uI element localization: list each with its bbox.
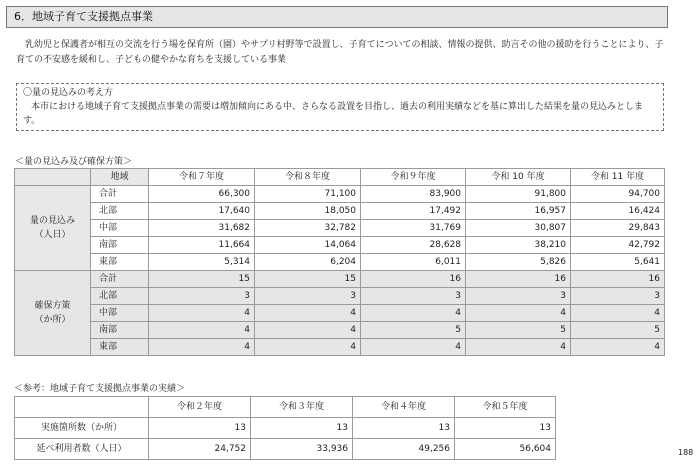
year-header: 令和７年度 [149,169,255,186]
value-cell: 5 [466,322,571,339]
value-cell: 5 [571,322,665,339]
corner-cell [15,169,91,186]
area-cell: 中部 [91,305,149,322]
value-cell: 33,936 [251,439,353,460]
value-cell: 14,064 [255,237,361,254]
table-row [15,322,665,339]
value-cell: 4 [149,322,255,339]
value-cell: 4 [571,305,665,322]
group-label-unit: （か所） [34,315,71,325]
value-cell: 83,900 [361,186,466,203]
value-cell: 4 [255,305,361,322]
year-header: 令和４年度 [353,397,455,418]
group-label-line: 量の見込み [29,216,75,226]
row-label: 実施箇所数（か所） [15,418,149,439]
value-cell: 6,204 [255,254,361,271]
value-cell: 5 [361,322,466,339]
value-cell: 31,682 [149,220,255,237]
area-cell: 東部 [91,254,149,271]
demand-supply-table [14,168,665,356]
area-cell: 南部 [91,322,149,339]
value-cell: 13 [455,418,556,439]
value-cell: 16,424 [571,203,665,220]
table1-caption: ＜量の見込み及び確保方策＞ [15,157,133,167]
section-heading: 6．地域子育て支援拠点事業 [6,6,668,28]
value-cell: 49,256 [353,439,455,460]
table2-caption: ＜参考：地域子育て支援拠点事業の実績＞ [14,384,186,394]
value-cell: 3 [466,288,571,305]
year-header: 令和３年度 [251,397,353,418]
value-cell: 5,826 [466,254,571,271]
value-cell: 4 [255,339,361,356]
table-row [15,305,665,322]
value-cell: 13 [149,418,251,439]
value-cell: 71,100 [255,186,361,203]
region-header: 地域 [91,169,149,186]
value-cell: 16 [571,271,665,288]
value-cell: 13 [353,418,455,439]
table-header-row [15,169,665,186]
value-cell: 56,604 [455,439,556,460]
value-cell: 4 [255,322,361,339]
table-row [15,254,665,271]
value-cell: 31,769 [361,220,466,237]
table-row [15,203,665,220]
value-cell: 28,628 [361,237,466,254]
value-cell: 17,640 [149,203,255,220]
note-title: 〇量の見込みの考え方 [23,88,114,98]
value-cell: 30,807 [466,220,571,237]
value-cell: 4 [149,339,255,356]
group-label-supply [15,271,91,356]
group-label-unit: （人日） [34,230,71,240]
value-cell: 4 [466,339,571,356]
table-row [15,418,556,439]
value-cell: 5,641 [571,254,665,271]
value-cell: 24,752 [149,439,251,460]
value-cell: 4 [361,339,466,356]
group-label-line: 確保方策 [34,301,71,311]
value-cell: 11,664 [149,237,255,254]
value-cell: 16 [361,271,466,288]
value-cell: 29,843 [571,220,665,237]
value-cell: 4 [466,305,571,322]
value-cell: 15 [255,271,361,288]
year-header: 令和８年度 [255,169,361,186]
value-cell: 5,314 [149,254,255,271]
corner-cell [15,397,149,418]
value-cell: 16 [466,271,571,288]
value-cell: 18,050 [255,203,361,220]
table-row [15,339,665,356]
value-cell: 4 [361,305,466,322]
value-cell: 32,782 [255,220,361,237]
year-header: 令和 11 年度 [571,169,665,186]
area-cell: 南部 [91,237,149,254]
value-cell: 3 [361,288,466,305]
value-cell: 16,957 [466,203,571,220]
value-cell: 94,700 [571,186,665,203]
value-cell: 13 [251,418,353,439]
value-cell: 42,792 [571,237,665,254]
intro-paragraph: 乳幼児と保護者が相互の交流を行う場を保育所（園）やサプリ村野等で設置し、子育てについての相談、情報の提供、助言その他の援助を行うことにより、子育ての不安感を緩和し、子どもの健やかな育ちを支援している事業 [16,40,664,65]
results-table [14,396,556,460]
year-header: 令和９年度 [361,169,466,186]
area-cell: 中部 [91,220,149,237]
group-label-demand [15,186,91,271]
area-cell: 東部 [91,339,149,356]
table-row [15,271,665,288]
value-cell: 3 [149,288,255,305]
page-number: 188 [678,448,694,457]
value-cell: 6,011 [361,254,466,271]
table-row [15,288,665,305]
estimation-note-box [16,83,664,131]
value-cell: 15 [149,271,255,288]
table-row [15,220,665,237]
area-cell: 北部 [91,288,149,305]
value-cell: 3 [571,288,665,305]
value-cell: 66,300 [149,186,255,203]
note-body: 本市における地域子育て支援拠点事業の需要は増加傾向にある中、さらなる設置を目指し、過去の利用実績などを基に算出した結果を量の見込みとします。 [23,102,644,126]
area-cell: 北部 [91,203,149,220]
value-cell: 38,210 [466,237,571,254]
table-row [15,439,556,460]
value-cell: 4 [571,339,665,356]
area-cell: 合計 [91,186,149,203]
value-cell: 4 [149,305,255,322]
year-header: 令和 10 年度 [466,169,571,186]
table-row [15,186,665,203]
value-cell: 17,492 [361,203,466,220]
row-label: 延べ利用者数（人日） [15,439,149,460]
year-header: 令和５年度 [455,397,556,418]
year-header: 令和２年度 [149,397,251,418]
value-cell: 3 [255,288,361,305]
area-cell: 合計 [91,271,149,288]
value-cell: 91,800 [466,186,571,203]
table-row [15,237,665,254]
table-header-row [15,397,556,418]
